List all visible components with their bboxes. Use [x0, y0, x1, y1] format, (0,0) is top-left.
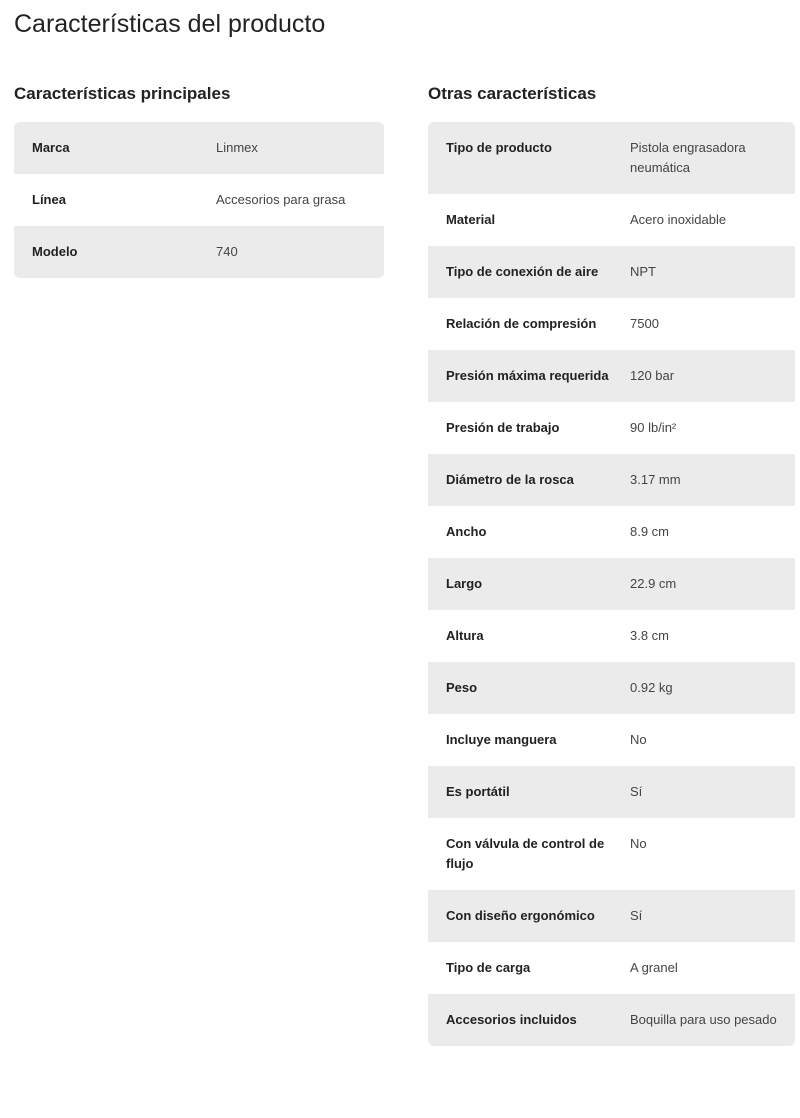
table-row [428, 506, 795, 558]
row-label: Presión máxima requerida [446, 368, 609, 383]
table-row [428, 662, 795, 714]
row-value: No [630, 732, 647, 747]
table-row [428, 122, 795, 194]
table-row [428, 298, 795, 350]
table-row [14, 226, 384, 278]
main-features-table [14, 122, 384, 278]
table-row [428, 558, 795, 610]
other-features-table [428, 122, 795, 1046]
row-label: Es portátil [446, 784, 510, 799]
row-label: Material [446, 212, 496, 227]
row-value: A granel [630, 960, 678, 975]
table-row [428, 994, 795, 1046]
row-value: Sí [630, 784, 643, 799]
row-value: 0.92 kg [630, 680, 673, 695]
table-row [428, 890, 795, 942]
table-row [428, 818, 795, 890]
row-label: Incluye manguera [446, 732, 557, 747]
page-title: Características del producto [14, 10, 326, 38]
row-label: Línea [32, 192, 66, 207]
row-label: Presión de trabajo [446, 420, 560, 435]
table-row [428, 766, 795, 818]
main-features-heading: Características principales [14, 84, 231, 103]
row-value: NPT [630, 264, 656, 279]
table-row [428, 350, 795, 402]
table-row [428, 246, 795, 298]
row-label: Ancho [446, 524, 487, 539]
row-label: Tipo de carga [446, 960, 531, 975]
row-value: 22.9 cm [630, 576, 677, 591]
row-value: 7500 [630, 316, 659, 331]
row-label: Diámetro de la rosca [446, 472, 574, 487]
row-label: Con diseño ergonómico [446, 908, 595, 923]
row-value: Boquilla para uso pesado [630, 1012, 777, 1027]
row-value: 8.9 cm [630, 524, 670, 539]
table-row [428, 402, 795, 454]
row-label: Marca [32, 140, 70, 155]
row-value: 740 [216, 244, 238, 259]
table-row [428, 942, 795, 994]
row-label: Peso [446, 680, 478, 695]
row-value: No [630, 836, 647, 851]
row-label: Modelo [32, 244, 78, 259]
row-value: 90 lb/in² [630, 420, 677, 435]
table-row [14, 122, 384, 174]
table-row [428, 714, 795, 766]
row-value: Sí [630, 908, 643, 923]
row-value: 3.17 mm [630, 472, 681, 487]
row-label: Tipo de producto [446, 140, 552, 155]
row-label: Relación de compresión [446, 316, 597, 331]
row-value: 120 bar [630, 368, 675, 383]
row-label: Accesorios incluidos [446, 1012, 577, 1027]
table-row [428, 194, 795, 246]
row-value: 3.8 cm [630, 628, 670, 643]
row-label: Tipo de conexión de aire [446, 264, 599, 279]
row-label: Altura [446, 628, 484, 643]
row-label: Con válvula de control de flujo [446, 836, 605, 871]
row-value: Linmex [216, 140, 258, 155]
table-row [428, 454, 795, 506]
table-row [428, 610, 795, 662]
row-label: Largo [446, 576, 483, 591]
other-features-heading: Otras características [428, 84, 597, 103]
row-value: Accesorios para grasa [216, 192, 346, 207]
row-value: Acero inoxidable [630, 212, 727, 227]
row-value: Pistola engrasadora neumática [630, 140, 746, 175]
table-row [14, 174, 384, 226]
